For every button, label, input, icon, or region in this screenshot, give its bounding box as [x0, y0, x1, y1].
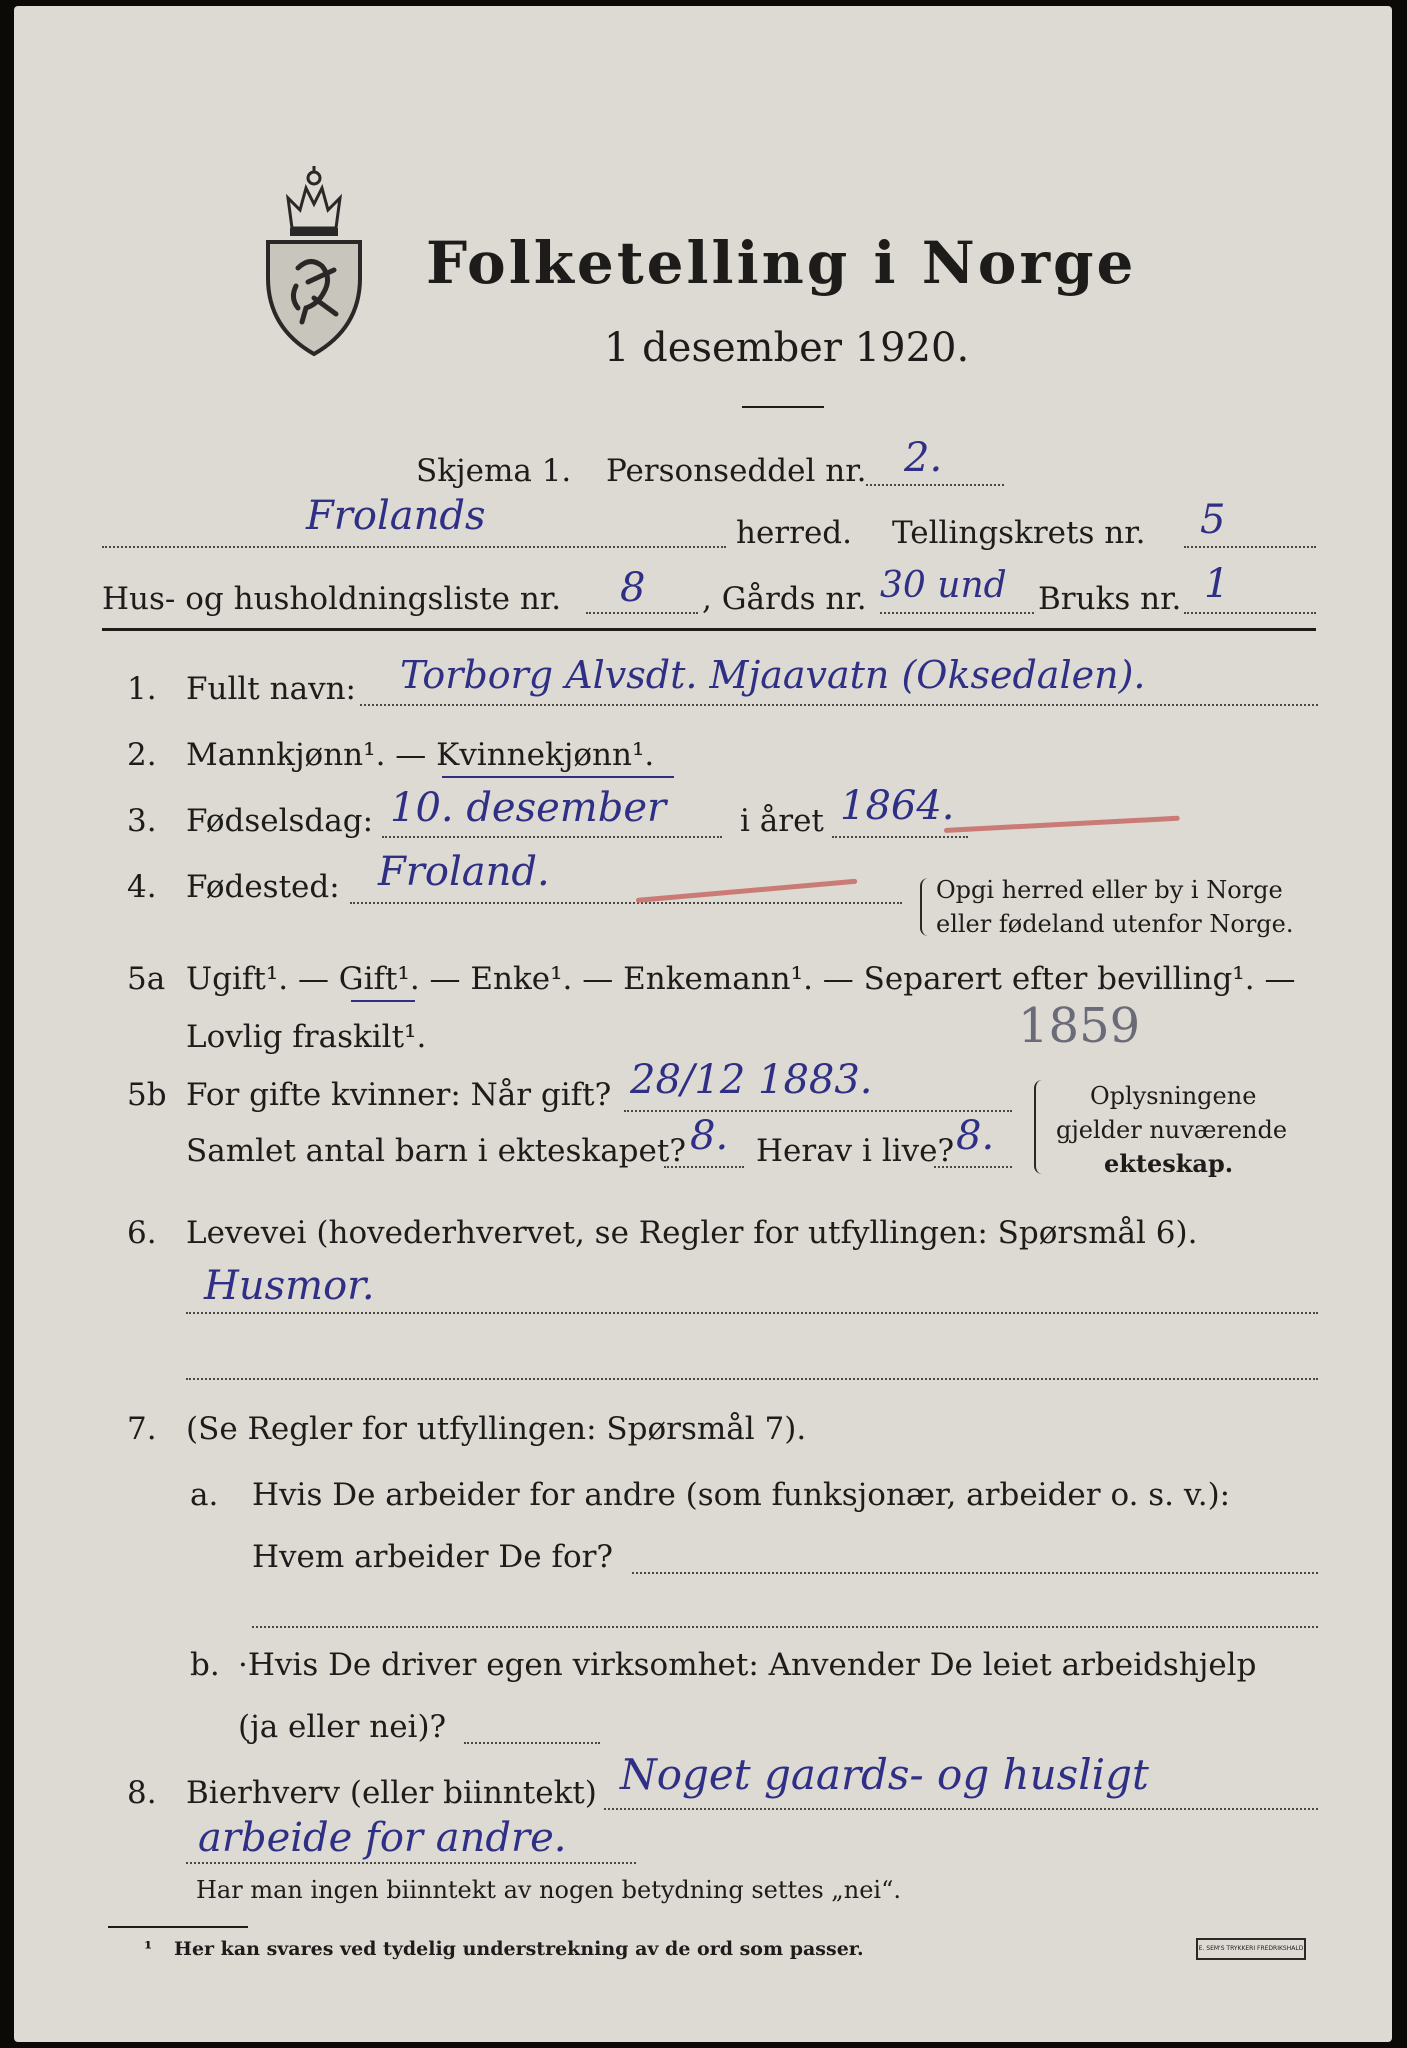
q7a-answer-line2 [252, 1626, 1318, 1628]
q5b-label3: Herav i live? [756, 1133, 955, 1169]
q7-number: 7. [127, 1411, 157, 1447]
q7a-answer-line1 [632, 1572, 1318, 1574]
q7a-line2: Hvem arbeider De for? [252, 1539, 614, 1575]
printer-mark [1196, 1938, 1306, 1960]
q6-line2 [186, 1378, 1318, 1380]
q6-line1 [186, 1312, 1318, 1314]
herred-value[interactable]: Frolands [306, 493, 486, 539]
q3-year-value[interactable]: 1864. [840, 783, 955, 829]
q3-number: 3. [127, 803, 157, 839]
q7b-number: b. [190, 1647, 220, 1683]
q7b-line2: (ja eller nei)? [238, 1709, 447, 1745]
footnote-text: Her kan svares ved tydelig understrekning av de ord som passer. [174, 1938, 864, 1960]
personseddel-label: Personseddel nr. [606, 453, 867, 489]
q2-text: Mannkjønn¹. — Kvinnekjønn¹. [186, 737, 655, 773]
hus-line [586, 612, 698, 614]
gards-line [880, 612, 1034, 614]
personseddel-line [866, 484, 1004, 486]
q5a-line1: Ugift¹. — Gift¹. — Enke¹. — Enkemann¹. — Separert efter bevilling¹. — [186, 961, 1296, 997]
q3-year-label: i året [740, 803, 824, 839]
gards-label: , Gårds nr. [702, 581, 867, 617]
tellingskrets-label: Tellingskrets nr. [892, 515, 1146, 551]
q5b-label2: Samlet antal barn i ekteskapet? [186, 1133, 686, 1169]
q7b-line1: ·Hvis De driver egen virksomhet: Anvender De leiet arbeidshjelp [238, 1647, 1257, 1683]
form-date: 1 desember 1920. [604, 325, 970, 371]
q4-note-line1: Opgi herred eller by i Norge [936, 876, 1283, 904]
herred-label: herred. [736, 515, 852, 551]
bruks-value[interactable]: 1 [1204, 561, 1230, 607]
q3-year-line [832, 836, 968, 838]
q7a-line1: Hvis De arbeider for andre (som funksjonær, arbeider o. s. v.): [252, 1477, 1231, 1513]
q5b-note-brace [1034, 1080, 1046, 1174]
q8-value-line2[interactable]: arbeide for andre. [198, 1815, 567, 1861]
q8-line1 [604, 1808, 1318, 1810]
q5b-note-line1: Oplysningene [1090, 1082, 1257, 1110]
q5b-number: 5b [127, 1077, 167, 1113]
red-pencil-mark-1 [944, 816, 1180, 833]
q5a-underline [351, 1000, 415, 1002]
q7a-number: a. [190, 1477, 219, 1513]
q5b-line3 [934, 1166, 1012, 1168]
hus-value[interactable]: 8 [620, 565, 646, 611]
q5b-note-line3: ekteskap. [1104, 1149, 1234, 1178]
tellingskrets-line [1184, 546, 1316, 548]
q5b-label1: For gifte kvinner: Når gift? [186, 1077, 612, 1113]
red-pencil-mark-2 [636, 879, 858, 903]
q5b-value2[interactable]: 8. [690, 1113, 729, 1159]
q4-line [350, 902, 902, 904]
q3-value[interactable]: 10. desember [390, 785, 667, 831]
q4-value[interactable]: Froland. [378, 849, 550, 895]
gards-value[interactable]: 30 und [880, 565, 1007, 606]
q4-note-line2: eller fødeland utenfor Norge. [936, 910, 1294, 938]
personseddel-value[interactable]: 2. [904, 435, 943, 481]
q6-number: 6. [127, 1215, 157, 1251]
q8-value-line1[interactable]: Noget gaards- og husligt [620, 1750, 1149, 1799]
q5b-line2 [664, 1166, 744, 1168]
census-form [14, 6, 1392, 2042]
q1-line [360, 704, 1318, 706]
tellingskrets-value[interactable]: 5 [1200, 497, 1226, 543]
q4-number: 4. [127, 869, 157, 905]
q1-label: Fullt navn: [186, 671, 356, 707]
q6-value[interactable]: Husmor. [204, 1263, 375, 1309]
title-divider [742, 406, 824, 408]
q8-label: Bierhverv (eller biinntekt) [186, 1775, 597, 1811]
footer-note: Har man ingen biinntekt av nogen betydning settes „nei“. [196, 1876, 901, 1904]
herred-line [102, 546, 726, 548]
q3-date-line [382, 836, 722, 838]
q5a-number: 5a [127, 961, 166, 997]
q2-number: 2. [127, 737, 157, 773]
q4-note-brace [920, 878, 932, 936]
q7b-answer-line [464, 1742, 600, 1744]
footnote-mark: ¹ [144, 1938, 153, 1960]
q1-number: 1. [127, 671, 157, 707]
form-title: Folketelling i Norge [426, 229, 1137, 297]
footer-divider [108, 1926, 248, 1928]
bruks-line [1184, 612, 1316, 614]
coat-of-arms-icon [262, 158, 366, 358]
q5a-extra[interactable]: 1859 [1018, 998, 1141, 1054]
q5b-line1 [624, 1110, 1012, 1112]
q2-underline [442, 776, 674, 778]
q7-label: (Se Regler for utfyllingen: Spørsmål 7). [186, 1411, 807, 1447]
q6-label: Levevei (hovederhvervet, se Regler for utfyllingen: Spørsmål 6). [186, 1215, 1198, 1251]
q4-label: Fødested: [186, 869, 340, 905]
q3-label: Fødselsdag: [186, 803, 374, 839]
header-divider [102, 628, 1316, 631]
hus-label: Hus- og husholdningsliste nr. [102, 581, 562, 617]
printer-text: E. SEM'S TRYKKERI FREDRIKSHALD [1198, 1945, 1304, 1952]
q5b-note-line2: gjelder nuværende [1056, 1116, 1288, 1144]
q5b-value3[interactable]: 8. [956, 1113, 995, 1159]
q1-value[interactable]: Torborg Alvsdt. Mjaavatn (Oksedalen). [400, 653, 1146, 697]
q8-number: 8. [127, 1775, 157, 1811]
skjema-label: Skjema 1. [416, 453, 572, 489]
q5a-line2: Lovlig fraskilt¹. [186, 1019, 427, 1055]
q5b-value1[interactable]: 28/12 1883. [630, 1057, 873, 1103]
q8-line2 [186, 1862, 636, 1864]
bruks-label: Bruks nr. [1038, 581, 1182, 617]
